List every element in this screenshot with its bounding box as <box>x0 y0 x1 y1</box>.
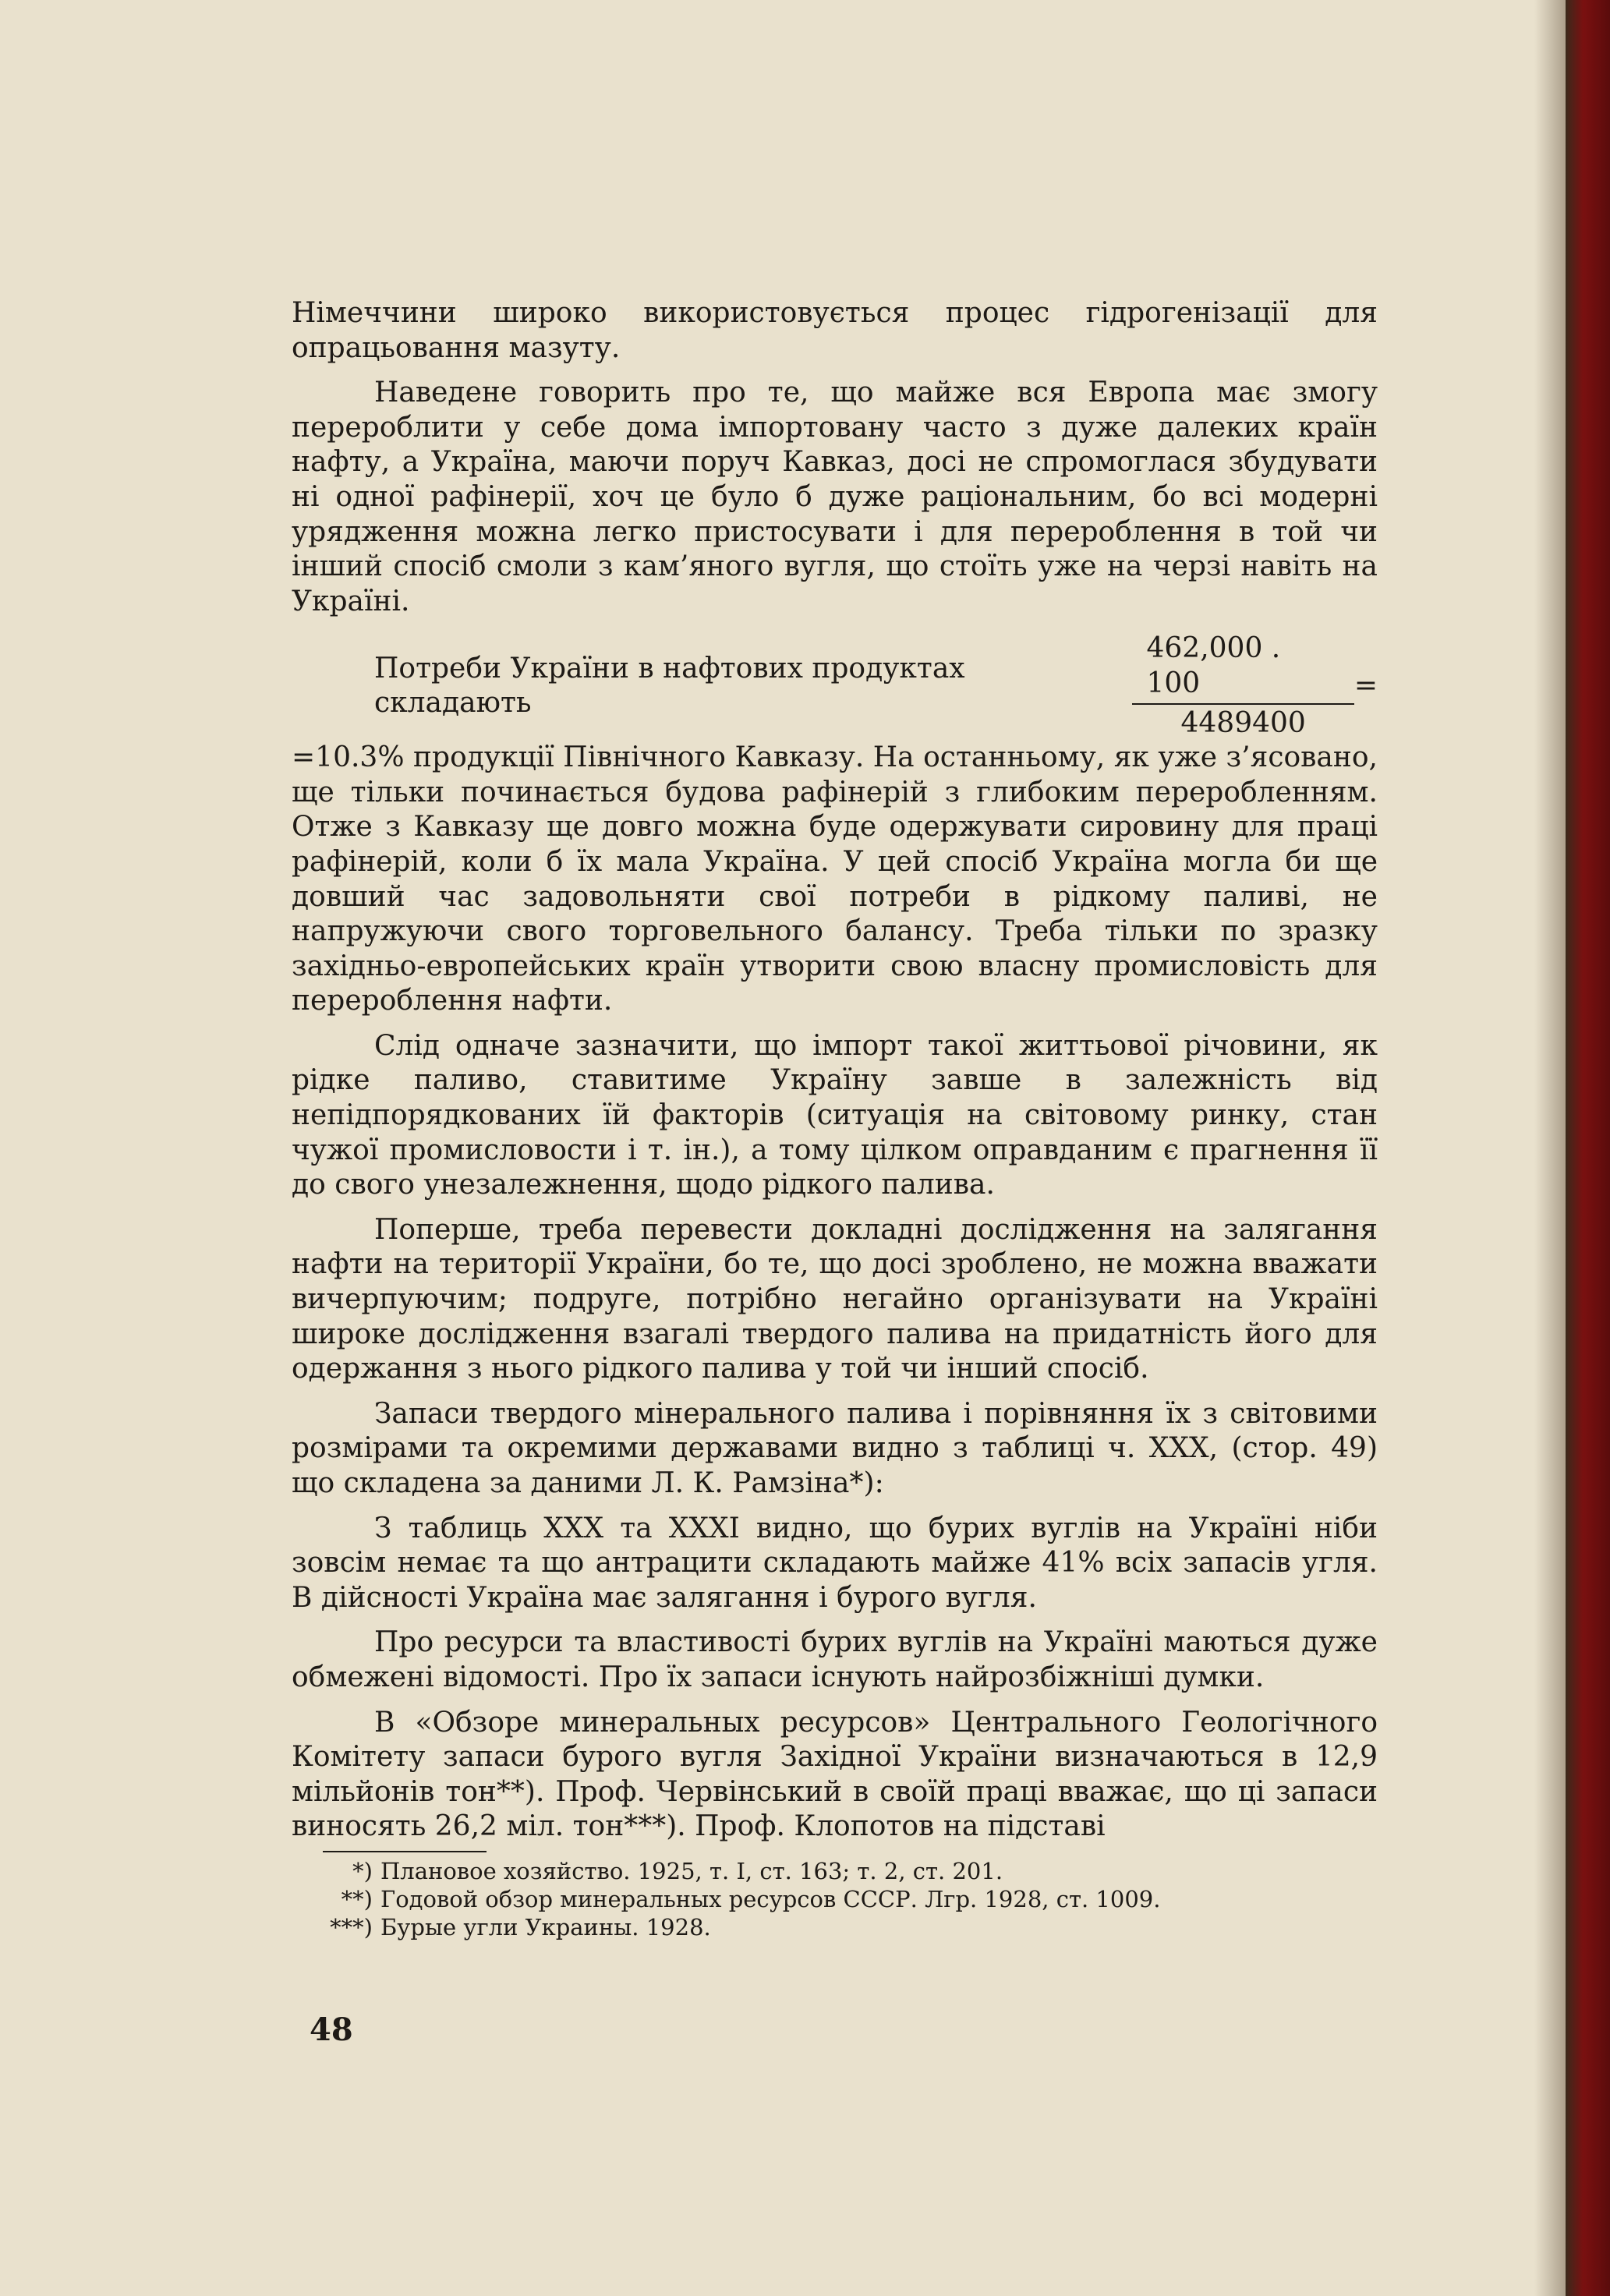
paragraph-2: Наведене говорить про те, що майже вся Европа має змогу перероблити у себе дома імпортовану часто з дуже далеких країн нафту, а Україна, маючи поруч Кавказ, досі не спромоглася збудувати ні одної рафінерії, хоч це було б дуже раціональним, бо всі модерні урядження можна легко пристосувати і для перероблення в той чи інший спосіб смоли з кам’яного вугля, що стоїть уже на черзі навіть на Україні. <box>292 377 1378 617</box>
page-edge-shadow <box>1534 0 1566 2296</box>
footnote-3: ***) Бурые угли Украины. 1928. <box>330 1913 711 1940</box>
paragraph-9: В «Обзоре минеральных ресурсов» Центрального Геологічного Комітету запаси бурого вугля Західної України визначаються в 12,9 мільйонів тон**). Проф. Червінський в своїй праці вважає, що ці запаси виносять 26,2 міл. тон***). Проф. Клопотов на підставі <box>292 1706 1378 1843</box>
paragraph-1: Німеччини широко використовується процес гідрогенізації для опрацьовання мазуту. <box>292 297 1378 364</box>
paragraph-6: Запаси твердого мінерального палива і порівняння їх з світовими розмірами та окремими державами видно з таблиці ч. XXX, (стор. 49) що складена за даними Л. К. Рамзіна*): <box>292 1397 1378 1499</box>
paragraph-3: =10.3% продукції Північного Кавказу. На останньому, як уже з’ясовано, ще тільки починається будова рафінерій з глибоким переробленням. Отже з Кавказу ще довго можна буде одержувати сировину для праці рафінерій, коли б їх мала Україна. У цей спосіб Україна могла би ще довший час задовольняти свої потреби в рідкому паливі, не напружуючи свого торговельного балансу. Треба тільки по зразку західньо-европейських країн утворити свою власну промисловість для перероблення нафти. <box>292 741 1378 1017</box>
footnote-1: *) Плановое хозяйство. 1925, т. I, ст. 163; т. 2, ст. 201. <box>352 1857 1003 1884</box>
paragraph-7: З таблиць XXX та XXXI видно, що бурих вуглів на Україні ніби зовсім немає та що антрацити складають майже 41% всіх запасів угля. В дійсності Україна має залягання і бурого вугля. <box>292 1512 1378 1614</box>
equals-sign: = <box>1353 669 1378 702</box>
page-number: 48 <box>310 2011 353 2048</box>
formula-line <box>292 631 1378 741</box>
footnote-divider <box>323 1851 487 1852</box>
paragraph-5: Поперше, треба перевести докладні дослідження на залягання нафти на території України, бо те, що досі зроблено, не можна вважати вичерпуючим; подруге, потрібно негайно організувати на Україні широке дослідження взагалі твердого палива на придатність його для одержання з нього рідкого палива у той чи інший спосіб. <box>292 1213 1378 1385</box>
fraction <box>1132 631 1353 741</box>
paragraph-8: Про ресурси та властивості бурих вуглів на Україні маються дуже обмежені відомості. Про їх запаси існують найрозбіжніші думки. <box>292 1626 1378 1693</box>
paragraph-4: Слід одначе зазначити, що імпорт такої життьової річовини, як рідке паливо, ставитиме Україну завше в залежність від непідпорядкованих їй факторів (ситуація на світовому ринку, стан чужої промисловости і т. ін.), а тому цілком оправданим є прагнення її до свого унезалежнення, щодо рідкого палива. <box>292 1029 1378 1201</box>
footnote-2: **) Годовой обзор минеральных ресурсов СССР. Лгр. 1928, ст. 1009. <box>341 1885 1161 1912</box>
fraction-numerator: 462,000 . 100 <box>1132 631 1353 704</box>
formula-lead-text: Потреби України в нафтових продуктах складають <box>374 652 965 720</box>
book-spine <box>1566 0 1610 2296</box>
fraction-denominator: 4489400 <box>1180 706 1306 739</box>
main-text <box>292 296 1378 1941</box>
